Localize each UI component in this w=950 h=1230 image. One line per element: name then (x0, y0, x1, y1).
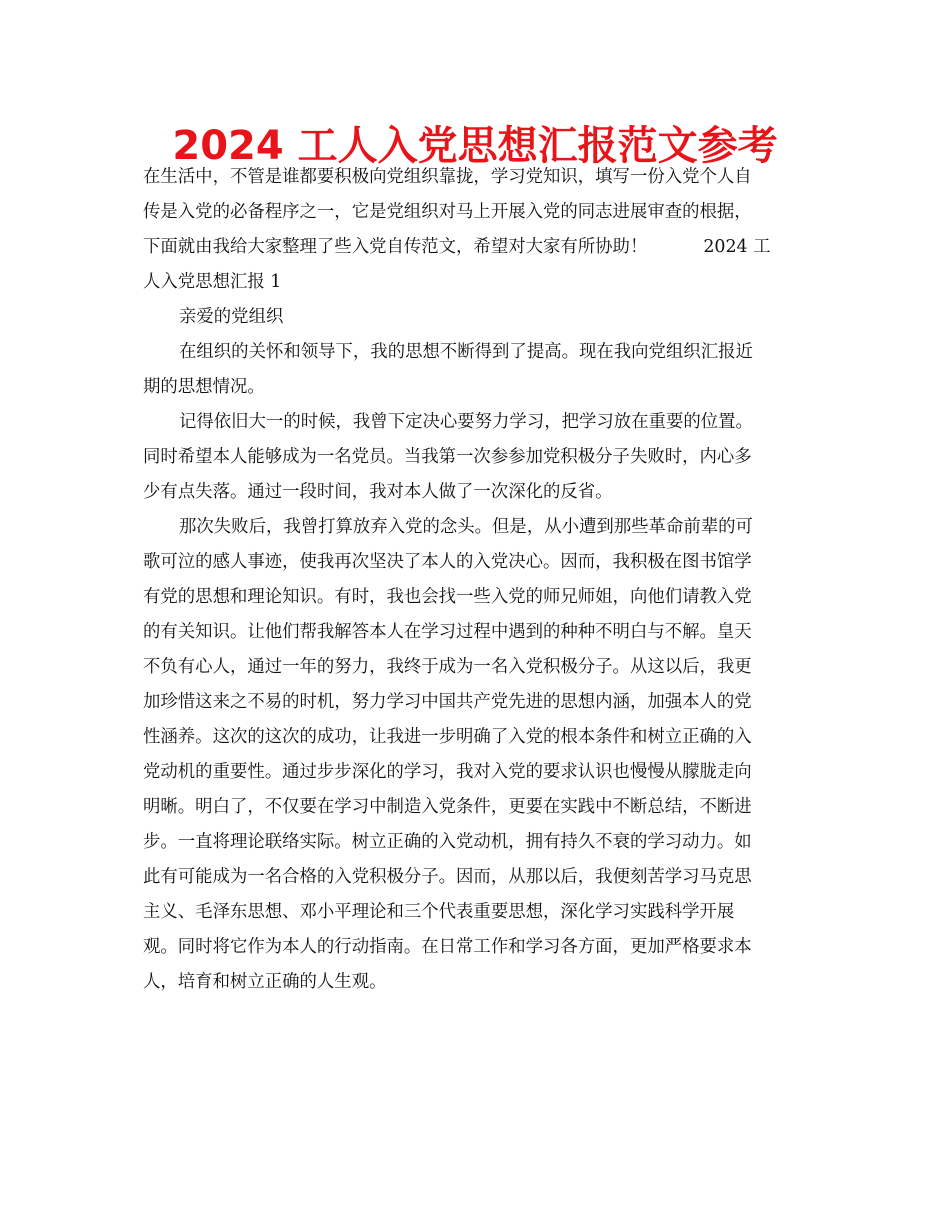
salutation: 亲爱的党组织 (179, 307, 284, 327)
paragraph-line: 观。同时将它作为本人的行动指南。在日常工作和学习各方面，更加严格要求本 (143, 937, 752, 957)
section-heading-part: 2024 工 (703, 237, 771, 257)
paragraph-line: 同时希望本人能够成为一名党员。当我第一次参参加党积极分子失败时，内心多 (143, 447, 752, 467)
paragraph-line: 有党的思想和理论知识。有时，我也会找一些入党的师兄师姐，向他们请教入党 (143, 587, 752, 607)
paragraph-line: 此有可能成为一名合格的入党积极分子。因而，从那以后，我便刻苦学习马克思 (143, 867, 752, 887)
paragraph-line: 记得依旧大一的时候，我曾下定决心要努力学习，把学习放在重要的位置。 (179, 412, 753, 432)
paragraph-line: 期的思想情况。 (143, 377, 265, 397)
paragraph-line: 加珍惜这来之不易的时机，努力学习中国共产党先进的思想内涵，加强本人的党 (143, 692, 752, 712)
intro-line-text: 下面就由我给大家整理了些入党自传范文，希望对大家有所协助！ (143, 237, 648, 257)
paragraph-line: 在组织的关怀和领导下，我的思想不断得到了提高。现在我向党组织汇报近 (179, 342, 753, 362)
paragraph-line: 的有关知识。让他们帮我解答本人在学习过程中遇到的种种不明白与不解。皇天 (143, 622, 752, 642)
paragraph-line: 主义、毛泽东思想、邓小平理论和三个代表重要思想，深化学习实践科学开展 (143, 902, 735, 922)
paragraph-line: 歌可泣的感人事迹，使我再次坚决了本人的入党决心。因而，我积极在图书馆学 (143, 552, 752, 572)
intro-line: 在生活中，不管是谁都要积极向党组织靠拢，学习党知识，填写一份入党个人自 (143, 167, 752, 187)
paragraph-line: 性涵养。这次的这次的成功，让我进一步明确了入党的根本条件和树立正确的入 (143, 727, 752, 747)
paragraph-line: 人，培育和树立正确的人生观。 (143, 972, 387, 992)
document-title: 2024 工人入党思想汇报范文参考 (172, 123, 778, 169)
paragraph-line: 明晰。明白了，不仅要在学习中制造入党条件，更要在实践中不断总结，不断进 (143, 797, 752, 817)
paragraph-line: 少有点失落。通过一段时间，我对本人做了一次深化的反省。 (143, 482, 613, 502)
intro-line: 人入党思想汇报 1 (143, 272, 282, 292)
document-body (143, 160, 808, 1000)
paragraph-line: 党动机的重要性。通过步步深化的学习，我对入党的要求认识也慢慢从朦胧走向 (143, 762, 752, 782)
paragraph-line: 那次失败后，我曾打算放弃入党的念头。但是，从小遭到那些革命前辈的可 (179, 517, 753, 537)
intro-line: 传是入党的必备程序之一，它是党组织对马上开展入党的同志进展审查的根据， (143, 202, 752, 222)
paragraph-line: 步。一直将理论联络实际。树立正确的入党动机，拥有持久不衰的学习动力。如 (143, 832, 752, 852)
paragraph-line: 不负有心人，通过一年的努力，我终于成为一名入党积极分子。从这以后，我更 (143, 657, 752, 677)
intro-line (143, 230, 808, 265)
